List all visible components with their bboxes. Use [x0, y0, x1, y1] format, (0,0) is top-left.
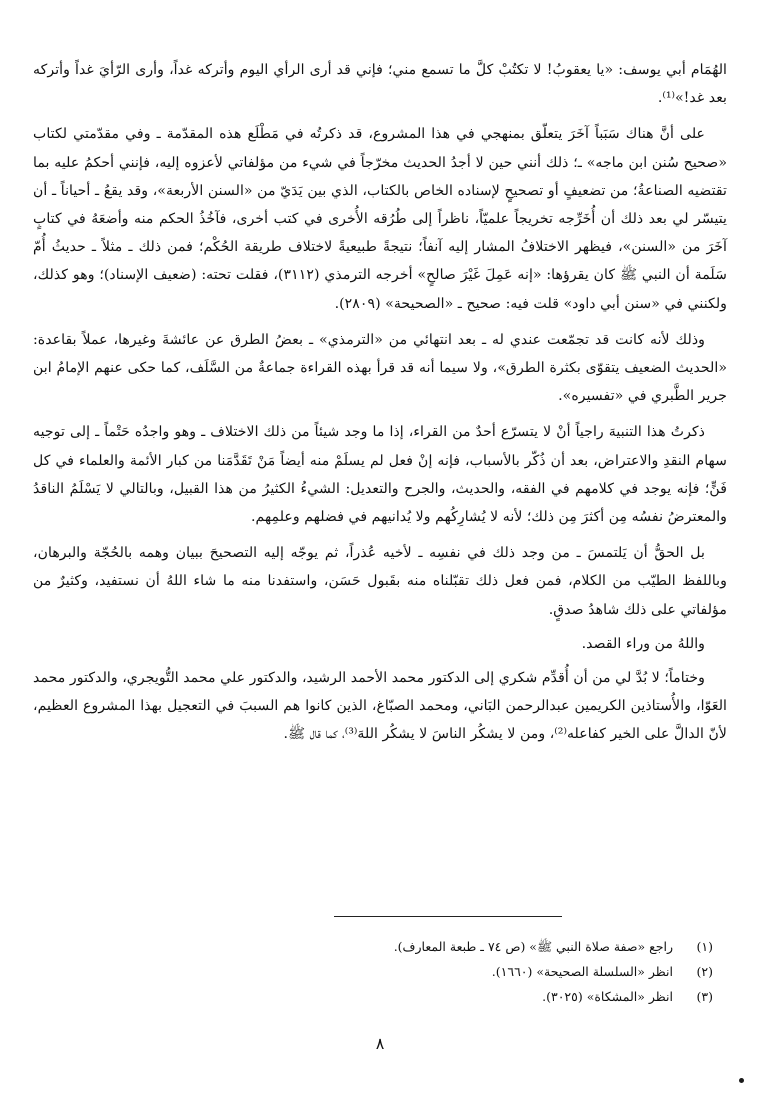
paragraph-warning: ذكرتُ هذا التنبيهَ راجياً أنْ لا يتسرّع أحدٌ من القراء، إذا ما وجد شيئاً من ذلك الاختلاف ـ وهو واجدُه حَتْماً ـ إلى توجيه سهام النقدِ والاعتراض، بعد أن ذُكّر بالأسباب، فإنه إنْ فعل لم يسلَمْ منه أيضاً مَنْ تَقَدَّمَنا من كبار الأئمة والعلماء في كل فَنٍّ؛ فإنه يوجد في كلامهم في الفقه، والحديث، والجرح والتعديل: الشيءُ الكثيرُ من هذا القبيل، وبالتالي لا يَسْلَمُ الناقدُ والمعترضُ نفسُه مِن أكثرَ مِن ذلك؛ لأنه لا يُشارِكُهم ولا يُدانيهم في فضلهم وعلمِهم.	[33, 424, 727, 526]
paragraph-intention: واللهُ من وراء القصد.	[581, 635, 705, 652]
page-number: ٨	[375, 1034, 385, 1053]
paragraph-abu-yusuf-quote: الهُمَام أبي يوسف: «يا يعقوبُ! لا تكتُبْ كلَّ ما تسمع مني؛ فإني قد أرى الرأي اليوم وأتركه غداً، وأرى الرّأيَ غداً وأتركه بعد غد!»⁽¹⁾.	[33, 62, 727, 107]
footnote-2	[105, 959, 725, 984]
paragraph-truth: بل الحقُّ أن يَلتمسَ ـ من وجد ذلك في نفسِه ـ لأخيه عُذراً، ثم يوجّه إليه التصحيحَ ببيان وهمه بالحُجّة والبرهان، وباللفظ الطيّب من الكلام، فمن فعل ذلك تقبّلناه منه بقَبول حَسَن، واستفدنا منه ما شاء اللهُ أن نستفيد، وكثيرٌ من مؤلفاتي على ذلك شاهدُ صدقٍ.	[33, 545, 727, 618]
footnote-number: (٣)	[696, 989, 713, 1004]
page-body	[33, 56, 727, 757]
footnote-text: انظر «المشكاة» (٣٠٢٥).	[542, 989, 673, 1004]
footnote-separator	[334, 916, 562, 917]
footnote-3	[105, 984, 725, 1009]
scan-speck	[739, 1078, 744, 1083]
footnote-text: راجع «صفة صلاة النبي ﷺ» (ص ٧٤ ـ طبعة المعارف).	[393, 939, 673, 954]
footnote-1	[105, 934, 725, 959]
footnote-number: (١)	[696, 939, 713, 954]
footnotes	[105, 934, 725, 1009]
footnote-number: (٢)	[696, 964, 713, 979]
footnote-text: انظر «السلسلة الصحيحة» (١٦٦٠).	[491, 964, 673, 979]
paragraph-acknowledgements: وختاماً؛ لا بُدَّ لي من أن أُقدِّم شكري إلى الدكتور محمد الأحمد الرشيد، والدكتور علي محمد التُّويجري، والدكتور محمد العَوّا، والأُستاذين الكريمين عبدالرحمن البَاني، ومحمد الصبّاغ، الذين كانوا هم السببَ في التعجيل بهذا المشروع العظيم، لأنّ الدالَّ على الخير كفاعله⁽²⁾، ومن لا يشكُر الناسَ لا يشكُر اللهَ⁽³⁾، كما قال ﷺ.	[33, 670, 727, 743]
paragraph-multiple-routes: وذلك لأنه كانت قد تجمّعت عندي له ـ بعد انتهائي من «الترمذي» ـ بعضُ الطرق عن عائشةَ وغيرها، عملاً بقاعدة: «الحديث الضعيف يتقوّى بكثرة الطرق»، ولا سيما أنه قد قرأ بهذه القراءة جماعةٌ من السَّلَف، كما حكى عنهم الإمامُ ابن جرير الطَّبري في «تفسيره».	[33, 331, 727, 405]
paragraph-methodology: على أنَّ هناك سَبَباً آخَرَ يتعلّق بمنهجي في هذا المشروع، قد ذكرتُه في مَطْلَع هذه المقدّمة ـ وفي مقدّمتي لكتاب «صحيح سُنن ابن ماجه» ـ؛ ذلك أنني حين لا أجدُ الحديث مخرّجاً في شيء من مؤلفاتي لأعزوه إليه، فإنني أحكمُ عليه بما تقتضيه الصناعةُ؛ من تضعيفٍ أو تصحيحٍ لإسناده الخاص بالكتاب، الذي بين يَدَيّ من «السنن الأربعة»، وقد يقعُ ـ أحياناً ـ أن يتيسّر لي بعد ذلك أن أُخَرِّجه تخريجاً علميّاً، ناظراً إلى طُرُقه الأُخرى في كتب أخرى، فآخُذُ الحكم منه وأضعَهُ في كتابٍ آخَرَ من «السنن»، فيظهر الاختلافُ المشار إليه آنفاً؛ نتيجةً طبيعيةً لاختلاف طريقة الحُكْم؛ فمن ذلك ـ مثلاً ـ حديثُ أُمّ سَلَمة أن النبي ﷺ كان يقرؤها: «إنه عَمِلَ غَيْرَ صالحٍ» أخرجه الترمذي (٣١١٢)، فقلت تحته: (ضعيف الإسناد)؛ وهو كذلك، ولكنني في «سنن أبي داود» قلت فيه: صحيح ـ «الصحيحة» (٢٨٠٩).	[33, 126, 727, 312]
